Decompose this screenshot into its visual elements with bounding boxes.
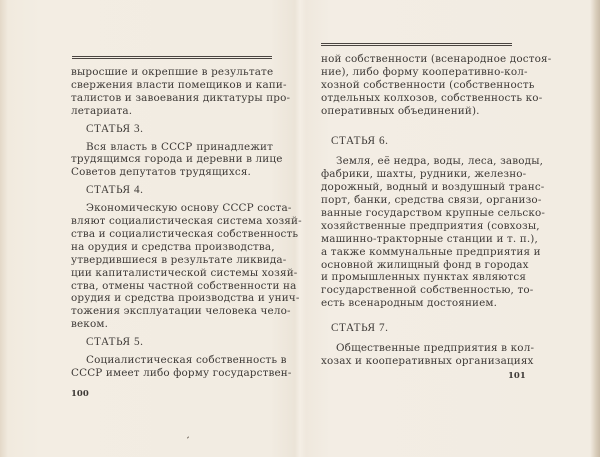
- text-line: тожения эксплуатации человека чело-: [71, 305, 291, 318]
- text-line: ства, отмены частной собственности на: [71, 279, 297, 292]
- paragraph: [321, 53, 552, 117]
- paragraph: [321, 155, 546, 310]
- paragraph: [71, 354, 292, 380]
- text-line: СССР имеет либо форму государствен-: [71, 367, 292, 380]
- page-number: 101: [508, 371, 526, 381]
- text-line: утвердившиеся в результате ликвида-: [71, 253, 287, 266]
- paragraph: [71, 140, 283, 180]
- text-line: вляют социалистическая система хозяй-: [71, 215, 302, 228]
- text-line: государственной собственностью, то-: [321, 284, 534, 297]
- right-page-text: [321, 53, 552, 368]
- text-line: и промышленных пунктах являются: [321, 271, 527, 284]
- article-heading: СТАТЬЯ 6.: [331, 135, 389, 148]
- text-line: Экономическую основу СССР соста-: [86, 202, 292, 215]
- page-number: 100: [71, 389, 89, 399]
- text-line: ной собственности (всенародное достоя-: [321, 53, 552, 65]
- text-line: ции капиталистической системы хозяй-: [71, 266, 298, 279]
- text-line: ние), либо форму кооперативно-кол-: [321, 65, 528, 78]
- text-line: свержения власти помещиков и капи-: [71, 78, 287, 91]
- text-line: оперативных объединений).: [321, 104, 480, 117]
- text-line: Вся власть в СССР принадлежит: [86, 140, 273, 153]
- text-line: орудия и средства производства и унич-: [71, 292, 300, 305]
- text-line: дорожный, водный и воздушный транс-: [321, 181, 545, 194]
- article-heading: СТАТЬЯ 4.: [86, 184, 144, 197]
- text-line: талистов и завоевания диктатуры про-: [71, 91, 291, 104]
- text-line: фабрики, шахты, рудники, железно-: [321, 168, 527, 181]
- text-line: Социалистическая собственность в: [86, 354, 287, 367]
- header-rule: [72, 56, 272, 59]
- article-heading: СТАТЬЯ 3.: [86, 122, 144, 135]
- left-page-text: [71, 66, 302, 380]
- text-line: на орудия и средства производства,: [71, 240, 275, 253]
- article-heading: СТАТЬЯ 7.: [331, 322, 389, 335]
- text-line: порт, банки, средства связи, организо-: [321, 194, 542, 207]
- right-page: [300, 0, 600, 457]
- header-rule: [321, 43, 512, 46]
- paragraph: [71, 202, 302, 331]
- text-line: Земля, её недра, воды, леса, заводы,: [336, 155, 544, 168]
- text-line: ванные государством крупные сельско-: [321, 207, 546, 220]
- text-line: Советов депутатов трудящихся.: [71, 166, 251, 179]
- paper-speck: [187, 436, 189, 438]
- text-line: отдельных колхозов, собственность ко-: [321, 91, 543, 104]
- article-heading: СТАТЬЯ 5.: [86, 336, 144, 349]
- text-line: трудящимся города и деревни в лице: [71, 153, 283, 166]
- text-line: есть всенародным достоянием.: [321, 297, 498, 310]
- text-line: хозах и кооперативных организациях: [321, 355, 534, 368]
- text-line: хозной собственности (собственность: [321, 78, 535, 91]
- text-line: основной жилищный фонд в городах: [321, 258, 529, 271]
- text-line: ства и социалистическая собственность: [71, 228, 299, 241]
- text-line: летариата.: [71, 104, 133, 117]
- text-line: веком.: [71, 318, 109, 331]
- text-line: Общественные предприятия в кол-: [336, 342, 535, 355]
- text-line: машинно-тракторные станции и т. п.),: [321, 232, 538, 245]
- text-line: а также коммунальные предприятия и: [321, 245, 541, 258]
- text-line: выросшие и окрепшие в результате: [71, 66, 274, 78]
- paragraph: [321, 342, 535, 368]
- text-line: хозяйственные предприятия (совхозы,: [321, 219, 540, 232]
- paragraph: [71, 66, 291, 118]
